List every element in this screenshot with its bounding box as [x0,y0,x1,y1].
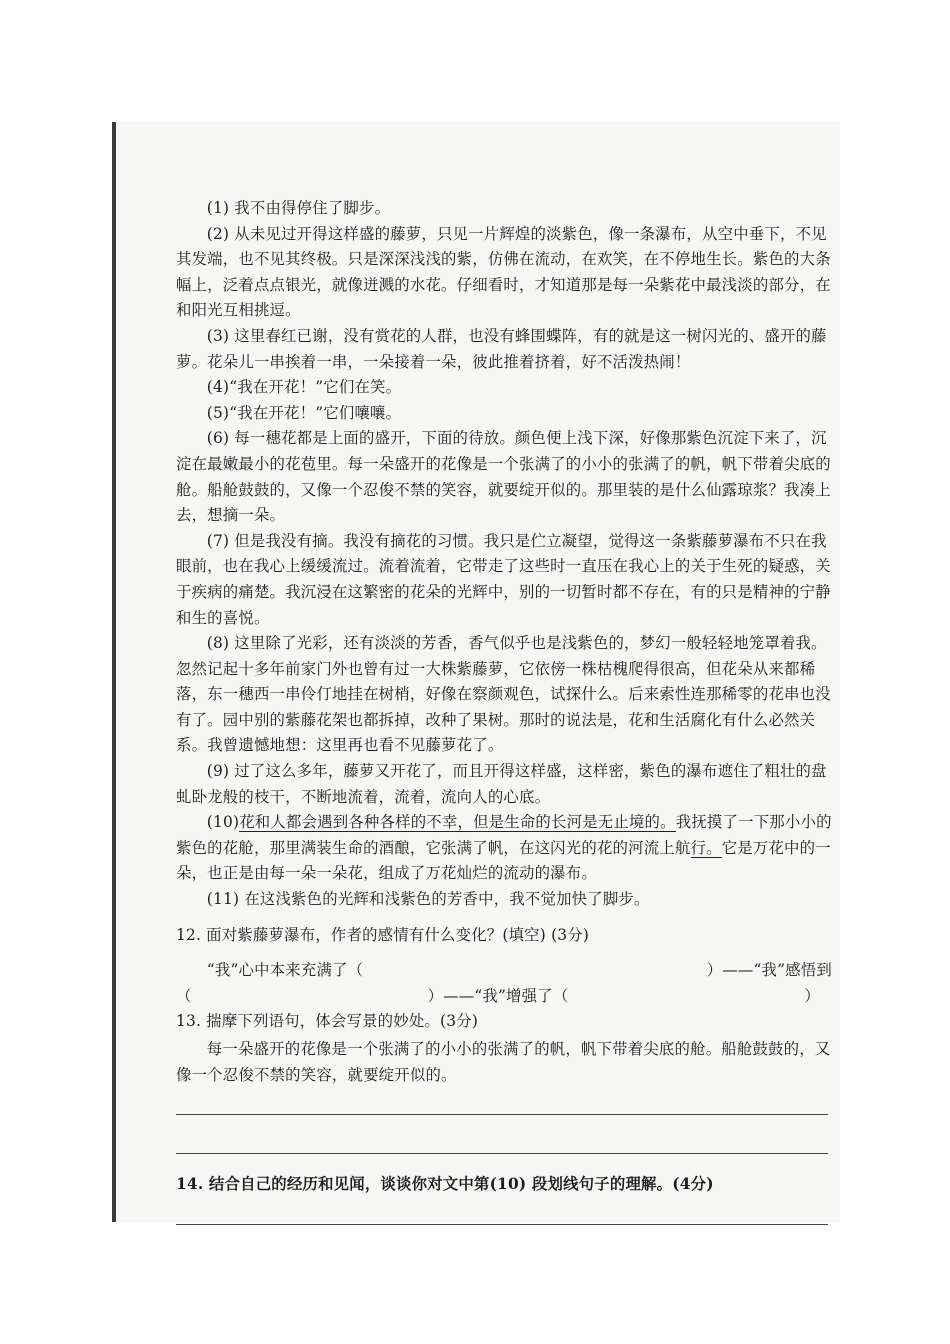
paragraph-3: (3) 这里春红已谢，没有赏花的人群，也没有蜂围蝶阵，有的就是这一树闪光的、盛开的藤萝。花朵儿一串挨着一串，一朵接着一朵，彼此推着挤着，好不活泼热闹！ [176,326,827,371]
question-13-quote: 每一朵盛开的花像是一个张满了的小小的张满了的帆，帆下带着尖底的舱。船舱鼓鼓的，又像一个忍俊不禁的笑容，就要绽开似的。 [176,1040,831,1084]
paragraph-10-middle: 我抚摸了一下那小小的紫色的花舱，那里满装生命的酒酿，它张满了帆，在这闪光的花的河流上航 [176,813,832,857]
question-12-title: 12. 面对紫藤萝瀑布，作者的感情有什么变化？(填空) (3分) [176,925,590,944]
exam-content [176,196,832,1225]
underlined-fragment: 行。 [690,838,722,857]
paragraph-11: (11) 在这浅紫色的光辉和浅紫色的芳香中，我不觉加快了脚步。 [206,890,650,909]
q12-blank-1-label[interactable]: “我”心中本来充满了（ [206,961,364,980]
paragraph-4: (4)“我在开花！”它们在笑。 [206,378,402,397]
paragraph-9: (9) 过了这么多年，藤萝又开花了，而且开得这样盛，这样密，紫色的瀑布遮住了粗壮的盘虬卧龙般的枝干，不断地流着，流着，流向人的心底。 [176,762,827,806]
paragraph-1: (1) 我不由得停住了脚步。 [206,199,391,217]
paragraph-10 [176,810,832,887]
question-13-title: 13. 揣摩下列语句，体会写景的妙处。(3分) [176,1012,479,1031]
q12-blank-3-close[interactable]: ） [804,986,820,1005]
q12-blank-2-label[interactable]: ）——“我”感悟到 [706,961,832,980]
question-12-blank-line-2 [176,984,832,1010]
underlined-sentence: 花和人都会遇到各种各样的不幸，但是生命的长河是无止境的。 [239,813,676,832]
paragraph-10-number: (10) [206,813,240,832]
paragraph-6: (6) 每一穗花都是上面的盛开，下面的待放。颜色便上浅下深，好像那紫色沉淀下来了，沉淀在最嫩最小的花苞里。每一朵盛开的花像是一个张满了的小小的张满了的帆，帆下带着尖底的舱。船舱鼓鼓的，又像一个忍俊不禁的笑容，就要绽开似的。那里装的是什么仙露琼浆？我凑上去，想摘一朵。 [176,429,831,525]
paragraph-8: (8) 这里除了光彩，还有淡淡的芳香，香气似乎也是浅紫色的，梦幻一般轻轻地笼罩着我。忽然记起十多年前家门外也曾有过一大株紫藤萝，它依傍一株枯槐爬得很高，但花朵从来都稀落，东一穗西一串伶仃地挂在树梢，好像在察颜观色，试探什么。后来索性连那稀零的花串也没有了。园中别的紫藤花架也都拆掉，改种了果树。那时的说法是，花和生活腐化有什么必然关系。我曾遗憾地想：这里再也看不见藤萝花了。 [176,634,831,755]
question-14-title: 14. 结合自己的经历和见闻，谈谈你对文中第(10) 段划线句子的理解。(4分) [176,1175,714,1194]
question-12-blank-line-1 [176,958,832,984]
paragraph-10-end: 它是万花中的一朵，也正是由每一朵一朵花，组成了万花灿烂的流动的瀑布。 [176,838,831,883]
q12-blank-2-open[interactable]: （ [176,986,192,1005]
q12-blank-3-label[interactable]: ）——“我”增强了（ [427,986,569,1005]
paragraph-5: (5)“我在开花！”它们嚷嚷。 [206,403,402,422]
page-binding-edge [112,122,116,1222]
paragraph-2: (2) 从未见过开得这样盛的藤萝，只见一片辉煌的淡紫色，像一条瀑布，从空中垂下，不见其发端，也不见其终极。只是深深浅浅的紫，仿佛在流动，在欢笑，在不停地生长。紫色的大条幅上，泛着点点银光，就像迸溅的水花。仔细看时，才知道那是每一朵紫花中最浅淡的部分，在和阳光互相挑逗。 [176,224,831,320]
paragraph-7: (7) 但是我没有摘。我没有摘花的习惯。我只是伫立凝望，觉得这一条紫藤萝瀑布不只在我眼前，也在我心上缓缓流过。流着流着，它带走了这些时一直压在我心上的关于生死的疑惑，关于疾病的痛楚。我沉浸在这繁密的花朵的光辉中，别的一切暂时都不存在，有的只是精神的宁静和生的喜悦。 [176,531,831,627]
answer-line[interactable] [176,1224,828,1225]
